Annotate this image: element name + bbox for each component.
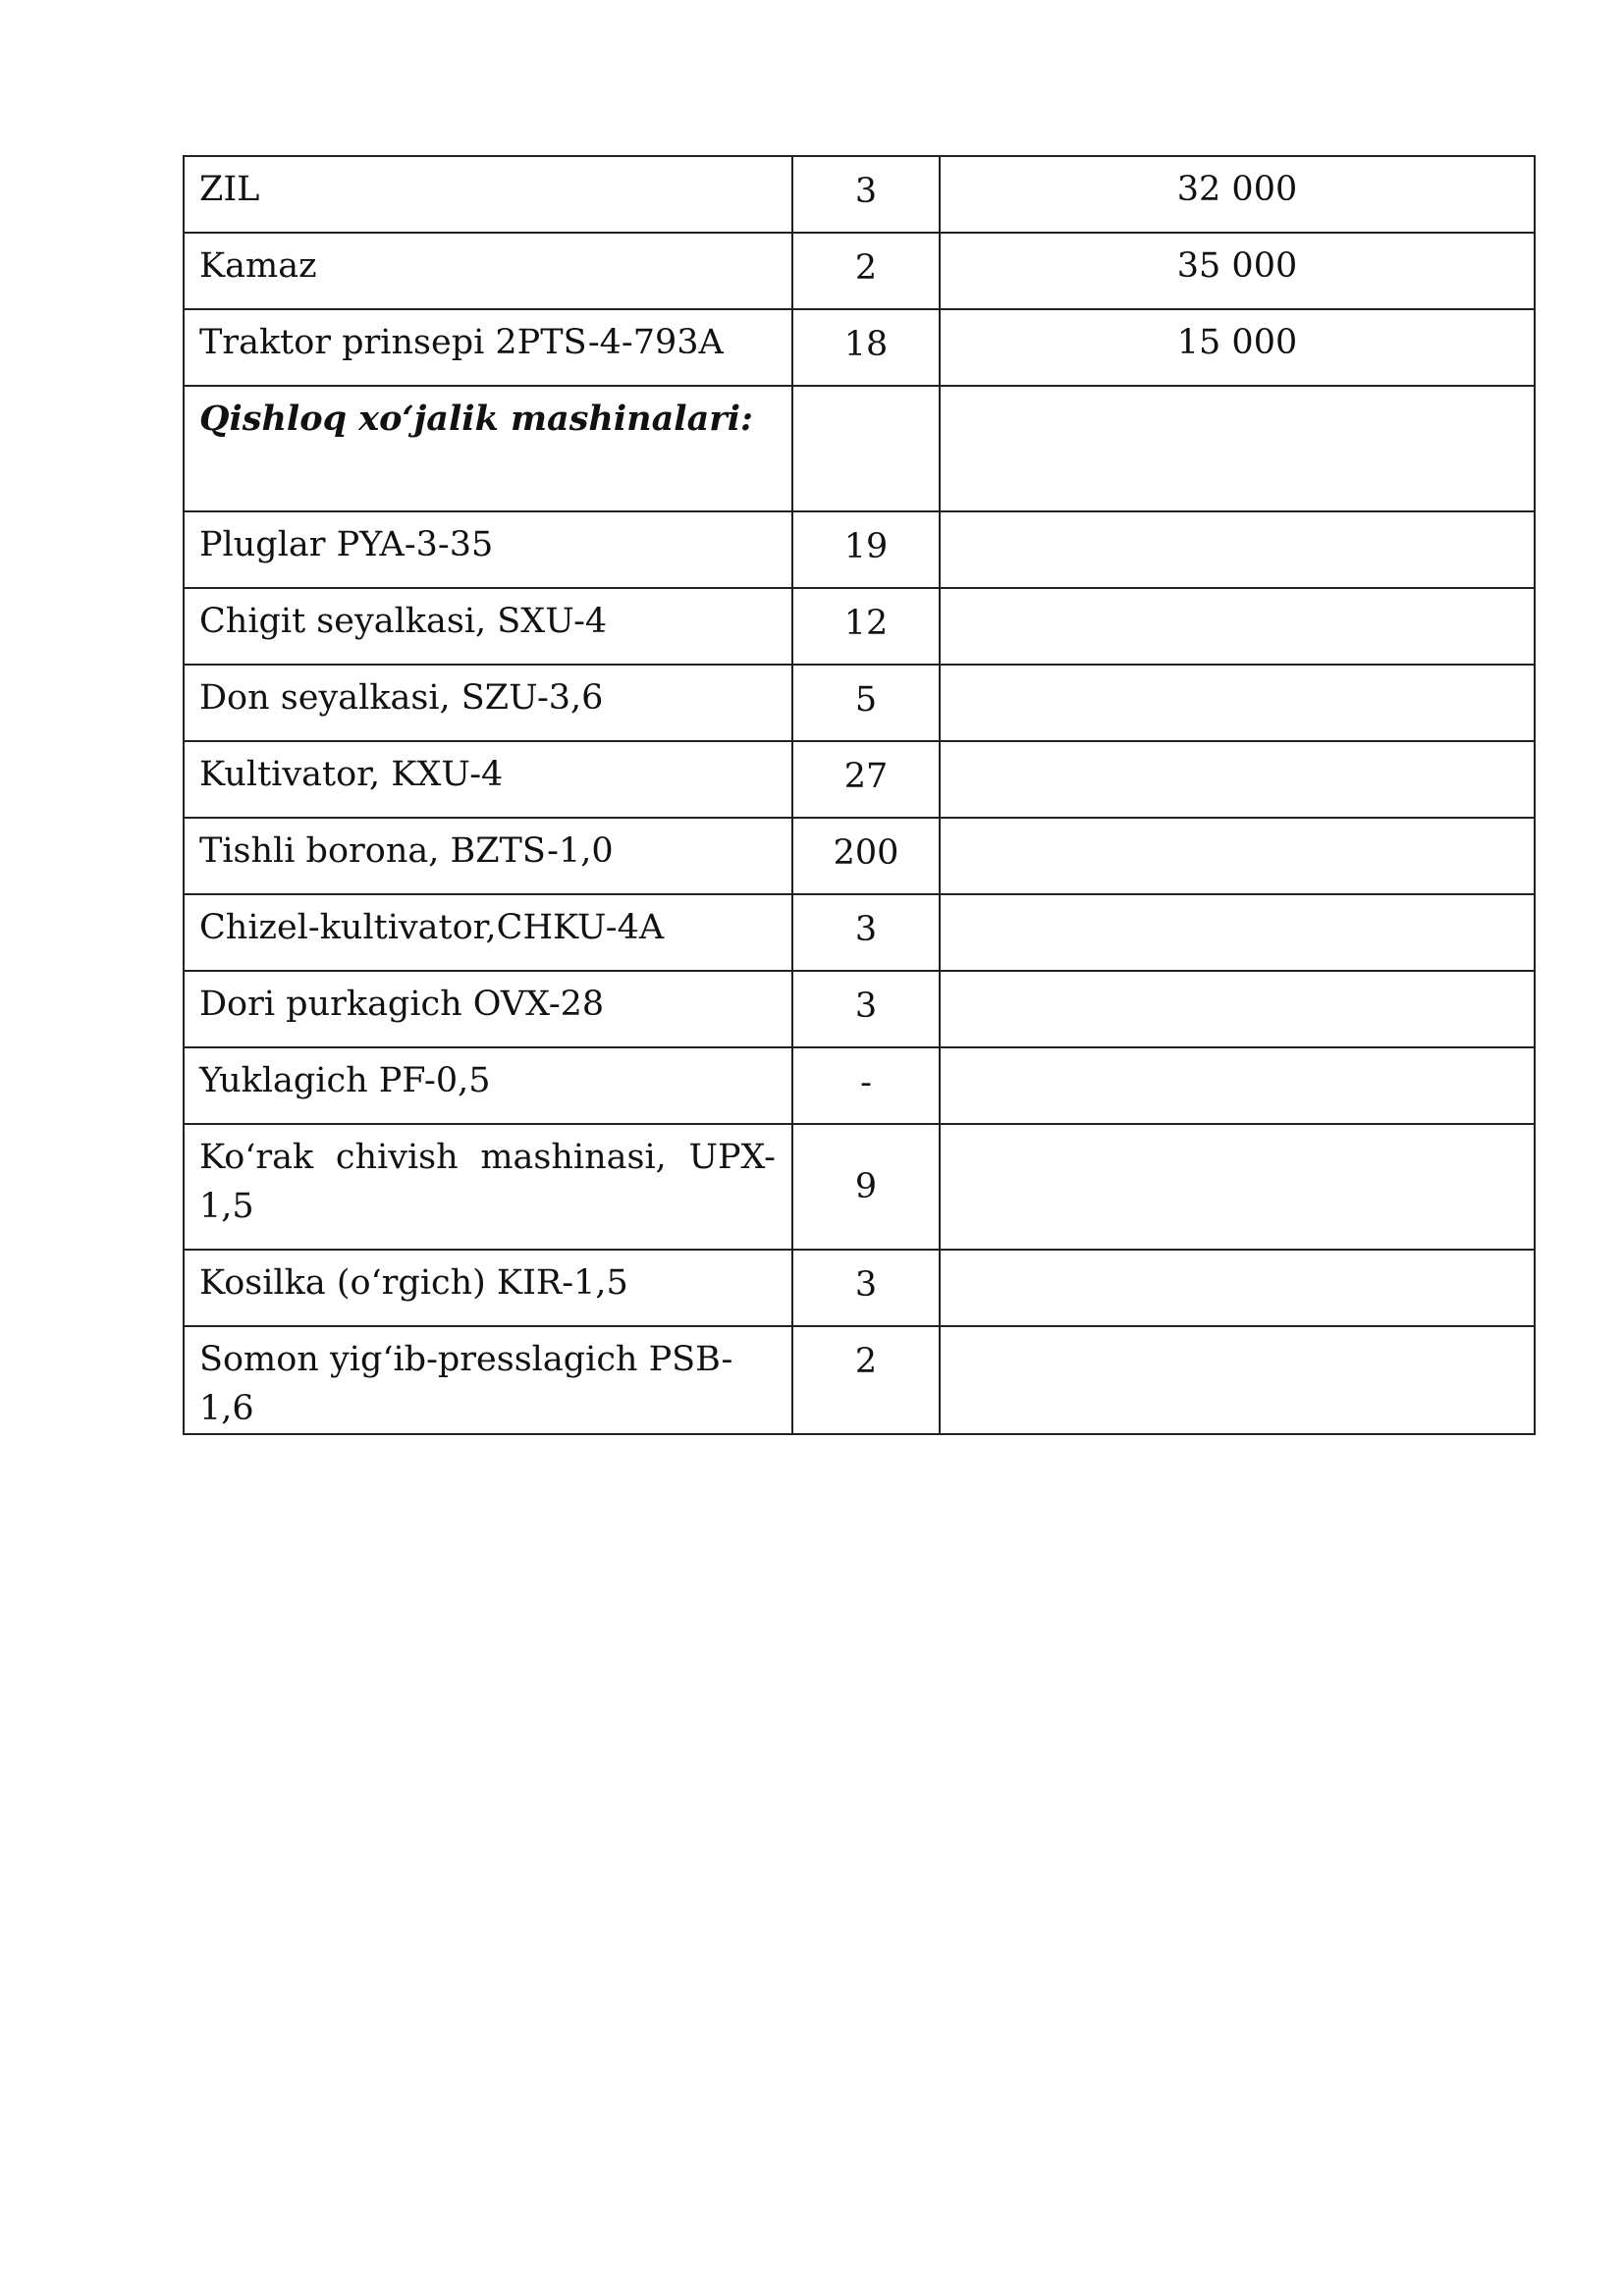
table-cell-qty: 12: [792, 588, 940, 665]
table-cell-price: [940, 741, 1535, 818]
table-cell-qty: [792, 386, 940, 511]
table-row: [184, 588, 1535, 665]
table-cell-name: Kosilka (o‘rgich) KIR-1,5: [184, 1250, 792, 1326]
table-cell-qty: 3: [792, 156, 940, 233]
table-cell-name: Dori purkagich OVX-28: [184, 971, 792, 1047]
table-row: [184, 156, 1535, 233]
price-value: 15 000: [1176, 323, 1298, 362]
table-cell-price: [940, 1124, 1535, 1250]
table-cell-name: Kamaz: [184, 233, 792, 309]
table-cell-qty: 27: [792, 741, 940, 818]
table-cell-name: Tishli borona, BZTS-1,0: [184, 818, 792, 894]
table-cell-qty: 3: [792, 971, 940, 1047]
table-row: [184, 665, 1535, 741]
table-cell-qty: 3: [792, 1250, 940, 1326]
table-row: [184, 971, 1535, 1047]
table-cell-name: ZIL: [184, 156, 792, 233]
table-cell-qty: 5: [792, 665, 940, 741]
table-row: [184, 511, 1535, 588]
table-cell-qty: 2: [792, 1326, 940, 1434]
table-row: [184, 894, 1535, 971]
table-cell-qty: 200: [792, 818, 940, 894]
table-row: [184, 1124, 1535, 1250]
table-cell-price: [940, 156, 1535, 233]
table-cell-name: Chigit seyalkasi, SXU-4: [184, 588, 792, 665]
table-cell-price: [940, 1326, 1535, 1434]
table-cell-price: [940, 511, 1535, 588]
section-heading: Qishloq xo‘jalik mashinalari:: [184, 386, 792, 511]
table-cell-price: [940, 309, 1535, 386]
table-cell-price: [940, 1250, 1535, 1326]
table-cell-price: [940, 1047, 1535, 1124]
machinery-table: [183, 155, 1536, 1435]
table-row: [184, 818, 1535, 894]
table-cell-name: Pluglar PYA-3-35: [184, 511, 792, 588]
table-cell-price: [940, 233, 1535, 309]
table-cell-name: Somon yig‘ib-presslagich PSB-1,6: [184, 1326, 792, 1434]
table-row: [184, 741, 1535, 818]
table-cell-name: Kultivator, KXU-4: [184, 741, 792, 818]
table-cell-price: [940, 386, 1535, 511]
table-cell-qty: 3: [792, 894, 940, 971]
table-cell-qty: -: [792, 1047, 940, 1124]
table-cell-price: [940, 894, 1535, 971]
table-cell-name: Yuklagich PF-0,5: [184, 1047, 792, 1124]
section-heading-row: [184, 386, 1535, 511]
table-cell-qty: 9: [792, 1124, 940, 1250]
table-cell-qty: 18: [792, 309, 940, 386]
table-cell-name: Traktor prinsepi 2PTS-4-793A: [184, 309, 792, 386]
table-row: [184, 233, 1535, 309]
table-cell-qty: 2: [792, 233, 940, 309]
table-row: [184, 1326, 1535, 1434]
price-value: 35 000: [1176, 246, 1298, 286]
table-cell-price: [940, 588, 1535, 665]
price-value: 32 000: [1176, 170, 1298, 209]
table-cell-price: [940, 818, 1535, 894]
table-row: [184, 309, 1535, 386]
table-cell-price: [940, 665, 1535, 741]
table-cell-name: Ko‘rak chivish mashinasi, UPX-1,5: [184, 1124, 792, 1250]
table-cell-name: Don seyalkasi, SZU-3,6: [184, 665, 792, 741]
table-cell-qty: 19: [792, 511, 940, 588]
table-row: [184, 1047, 1535, 1124]
table-cell-name: Chizel-kultivator,CHKU-4A: [184, 894, 792, 971]
table-cell-price: [940, 971, 1535, 1047]
table-row: [184, 1250, 1535, 1326]
